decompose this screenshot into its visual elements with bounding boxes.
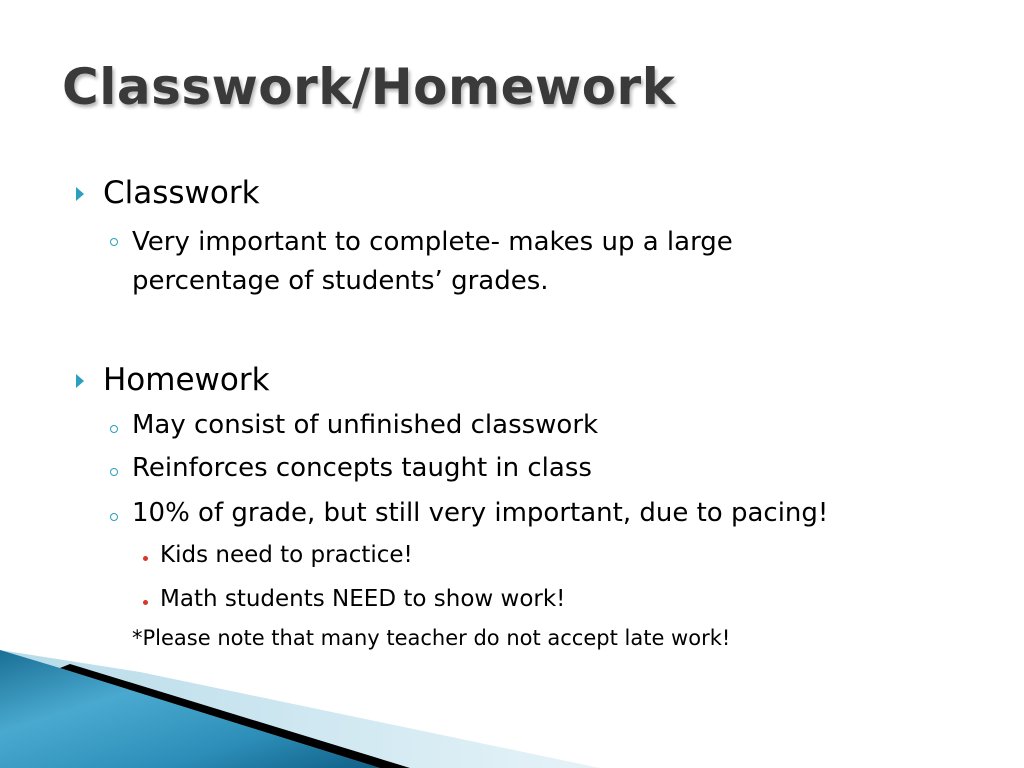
section-heading-homework: Homework [103, 362, 270, 398]
list-item: May consist of unfinished classwork [132, 410, 599, 440]
sub-list-item: Math students NEED to show work! [160, 586, 566, 612]
bullet-circle-icon [110, 468, 118, 476]
late-work-note: *Please note that many teacher do not accept late work! [132, 626, 731, 650]
bullet-dot-icon [143, 556, 148, 561]
bullet-circle-icon [110, 425, 118, 433]
section-heading-classwork: Classwork [103, 175, 260, 211]
slide-title: Classwork/Homework [62, 58, 676, 116]
bullet-arrow-icon [76, 374, 84, 388]
list-item: Very important to complete- makes up a large percentage of students’ grades. [132, 227, 733, 296]
list-item: Reinforces concepts taught in class [132, 453, 592, 483]
bullet-dot-icon [143, 600, 148, 605]
bullet-circle-icon [110, 513, 118, 521]
sub-list-item: Kids need to practice! [160, 542, 413, 568]
list-item: 10% of grade, but still very important, due to pacing! [132, 498, 829, 528]
bullet-circle-icon [110, 238, 118, 246]
bullet-arrow-icon [76, 187, 84, 201]
